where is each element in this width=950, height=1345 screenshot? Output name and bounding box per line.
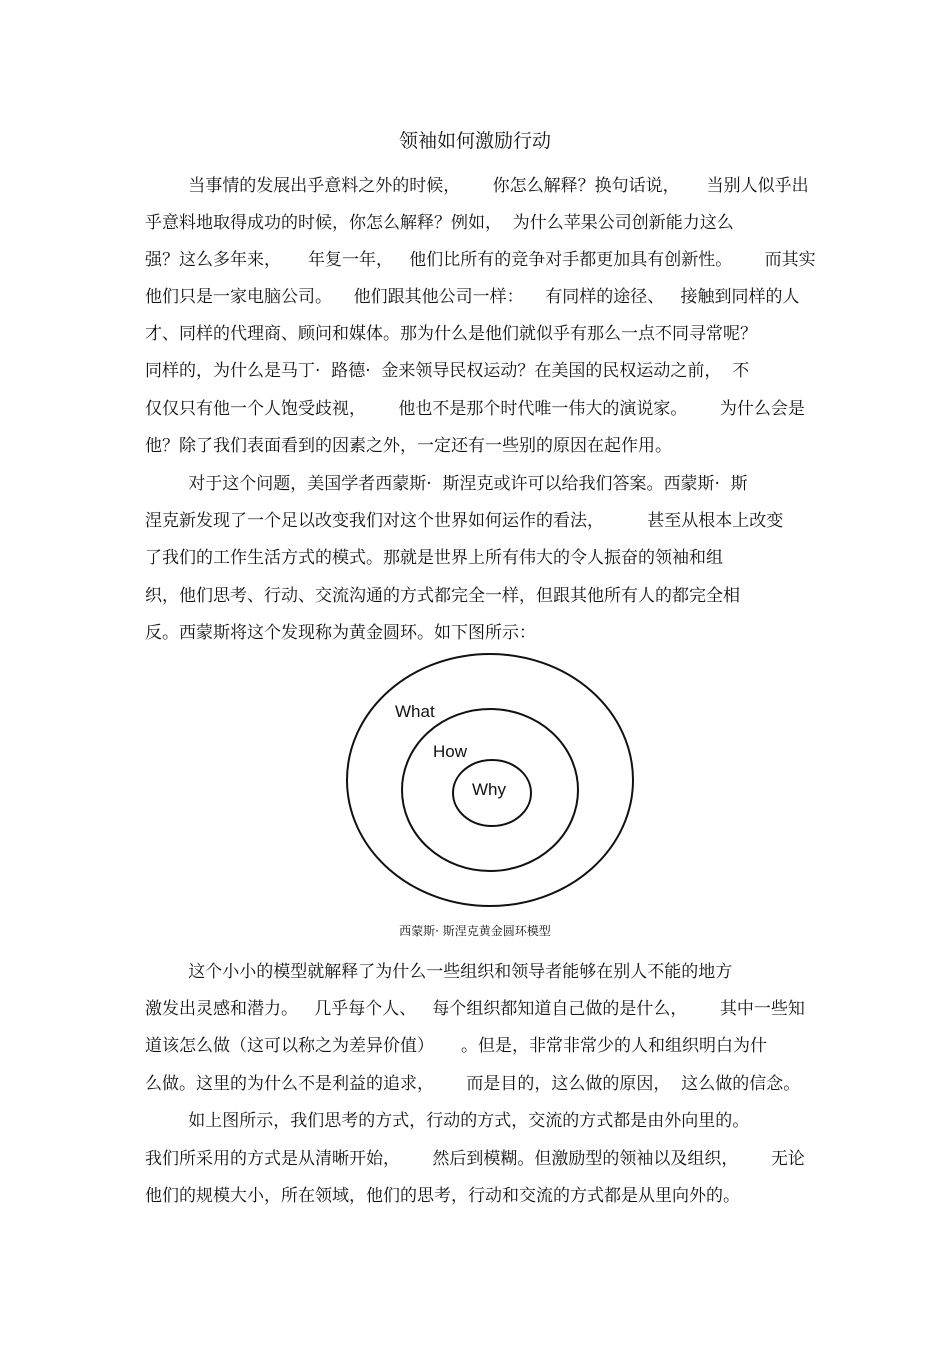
paragraph-line: 乎意料地取得成功的时候，你怎么解释？例如， 为什么苹果公司创新能力这么 <box>145 213 734 233</box>
paragraph-line: 如上图所示，我们思考的方式，行动的方式，交流的方式都是由外向里的。 <box>145 1111 750 1131</box>
why-label: Why <box>472 780 506 799</box>
paragraph-line: 同样的，为什么是马丁· 路德· 金来领导民权运动？在美国的民权运动之前， 不 <box>145 361 750 381</box>
paragraph-line: 他们的规模大小，所在领域，他们的思考，行动和交流的方式都是从里向外的。 <box>145 1186 740 1206</box>
page-title: 领袖如何激励行动 <box>398 130 551 152</box>
paragraph-line: 反。西蒙斯将这个发现称为黄金圆环。如下图所示： <box>145 623 536 643</box>
paragraph-line: 当事情的发展出乎意料之外的时候， 你怎么解释？换句话说， 当别人似乎出 <box>145 176 809 196</box>
paragraph-line: 我们所采用的方式是从清晰开始， 然后到模糊。但激励型的领袖以及组织， 无论 <box>145 1149 805 1169</box>
paragraph-line: 强？这么多年来， 年复一年， 他们比所有的竞争对手都更加具有创新性。 而其实 <box>145 250 816 270</box>
paragraph-line: 仅仅只有他一个人饱受歧视， 他也不是那个时代唯一伟大的演说家。 为什么会是 <box>145 399 805 419</box>
figure-caption: 西蒙斯· 斯涅克黄金圆环模型 <box>399 924 551 938</box>
how-label: How <box>433 742 468 761</box>
paragraph-line: 这个小小的模型就解释了为什么一些组织和领导者能够在别人不能的地方 <box>145 962 733 982</box>
paragraph-line: 激发出灵感和潜力。 几乎每个人、 每个组织都知道自己做的是什么， 其中一些知 <box>145 999 805 1019</box>
paragraph-line: 他？除了我们表面看到的因素之外，一定还有一些别的原因在起作用。 <box>145 436 672 456</box>
golden-circle-diagram <box>345 652 635 908</box>
paragraph-line: 才、同样的代理商、顾问和媒体。那为什么是他们就似乎有那么一点不同寻常呢？ <box>145 324 757 344</box>
paragraph-line: 织，他们思考、行动、交流沟通的方式都完全一样，但跟其他所有人的都完全相 <box>145 586 740 606</box>
golden-circle-figure <box>345 652 635 908</box>
paragraph-line: 么做。这里的为什么不是利益的追求， 而是目的，这么做的原因， 这么做的信念。 <box>145 1074 801 1094</box>
paragraph-line: 涅克新发现了一个足以改变我们对这个世界如何运作的看法， 甚至从根本上改变 <box>145 511 784 531</box>
paragraph-line: 他们只是一家电脑公司。 他们跟其他公司一样： 有同样的途径、 接触到同样的人 <box>145 287 800 307</box>
what-label: What <box>395 702 435 721</box>
paragraph-line: 了我们的工作生活方式的模式。那就是世界上所有伟大的令人振奋的领袖和组 <box>145 548 723 568</box>
paragraph-line: 对于这个问题，美国学者西蒙斯· 斯涅克或许可以给我们答案。西蒙斯· 斯 <box>145 474 748 494</box>
paragraph-line: 道该怎么做（这可以称之为差异价值） 。但是，非常非常少的人和组织明白为什 <box>145 1036 768 1056</box>
